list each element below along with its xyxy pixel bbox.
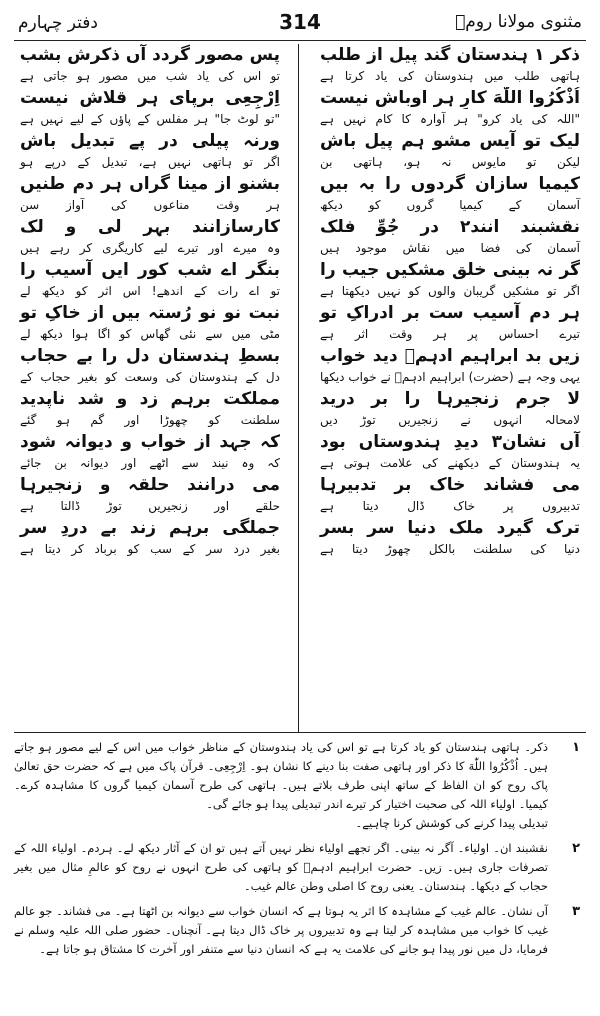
- translation-line: تدبیروں پر خاک ڈال دیتا ہے: [320, 499, 580, 513]
- verse-line: زیں بد ابراہیم ادہمؒ دید خواب: [320, 346, 580, 366]
- verse-line: ترک گیرد ملک دنیا سر بسر: [320, 518, 580, 538]
- translation-line: "اللہ کی یاد کرو" ہر آوارہ کا کام نہیں ہے: [320, 112, 580, 126]
- page-number: 314: [279, 10, 321, 34]
- verse-line: ذکر ۱ ہندستان گند پیل از طلب: [320, 45, 580, 65]
- verse-line: نقشبند انند۲ در جُوِّ فلک: [320, 217, 580, 237]
- footnote-tail: تبدیلی پیدا کرنے کی کوشش کرنا چاہیے۔: [355, 816, 548, 830]
- footnotes: [14, 738, 586, 965]
- translation-line: آسمان کی فضا میں نقاش موجود ہیں: [320, 241, 580, 255]
- verse-line: کیمیا سازان گردوں را بہ بیں: [320, 174, 580, 194]
- translation-line: تو اس کی یاد شب میں مصور ہو جاتی ہے: [20, 69, 280, 83]
- translation-line: اگر تو ہاتھی نہیں ہے، تبدیل کے درپے ہو: [20, 155, 280, 169]
- translation-line: لامحالہ انہوں نے زنجیریں توڑ دیں: [320, 413, 580, 427]
- right-column: [314, 44, 586, 732]
- translation-line: دل کے ہندوستان کی وسعت کو بغیر حجاب کے: [20, 370, 280, 384]
- translation-line: ہاتھی طلب میں ہندوستان کی یاد کرتا ہے: [320, 69, 580, 83]
- translation-line: یہ ہندوستان کے دیکھنے کی علامت ہوتی ہے: [320, 456, 580, 470]
- verse-line: بنگر اے شب کور ایں آسیب را: [20, 260, 280, 280]
- translation-line: یہی وجہ ہے (حضرت) ابراہیم ادہمؒ نے خواب دیکھا: [320, 370, 580, 384]
- translation-line: ہر وقت مناعوں کی آواز سن: [20, 198, 280, 212]
- verse-line: می فشاند خاک بر تدبیرہا: [320, 475, 580, 495]
- verse-line: می درانند حلقہ و زنجیرہا: [20, 475, 280, 495]
- translation-line: تو اے رات کے اندھے! اس اثر کو دیکھ لے: [20, 284, 280, 298]
- verse-line: بشنو از مینا گراں ہر دم طنیں: [20, 174, 280, 194]
- verse-line: مملکت برہم زد و شد ناپدید: [20, 389, 280, 409]
- verse-frame: [14, 44, 586, 733]
- translation-line: وہ میرے اور تیرے لیے کاریگری کر رہے ہیں: [20, 241, 280, 255]
- verse-line: کارسازانند بہر لی و لک: [20, 217, 280, 237]
- footnote: [14, 839, 586, 896]
- verse-line: گر نہ بینی خلق مشکیں جیب را: [320, 260, 580, 280]
- verse-line: اُذْكُرُوا اللّٰهَ کارِ ہر اوباش نیست: [320, 88, 580, 108]
- footnote-text: نقشبند ان۔ اولیاء۔ آگر نہ بینی۔ اگر تجھے اولیاء نظر نہیں آتے ہیں تو ان کے آثار دیکھ لے۔ ہردم۔ اولیاء اللہ کے تصرفات جاری ہیں۔ زیں۔ حضرت ابراہیم ادہمؒ کو ہاتھی کی طرح انہوں نے روح کو عالمِ مثال میں بغیر حجاب کے دیکھا۔ ہندستان۔ یعنی روح کا اصلی وطن عالم غیب۔: [14, 841, 548, 893]
- volume-title: دفتر چہارم: [18, 13, 98, 33]
- translation-line: لیکن تو مایوس نہ ہو، ہاتھی بن: [320, 155, 580, 169]
- translation-line: آسمان کے کیمیا گروں کو دیکھ: [320, 198, 580, 212]
- verse-line: ورنہ پیلی در پے تبدیل باش: [20, 131, 280, 151]
- translation-line: سلطنت کو چھوڑا اور گم ہو گئے: [20, 413, 280, 427]
- translation-line: تیرے احساس پر ہر وقت اثر ہے: [320, 327, 580, 341]
- translation-line: حلقے اور زنجیریں توڑ ڈالتا ہے: [20, 499, 280, 513]
- verse-line: ہر دم آسیب ست بر ادراکِ تو: [320, 303, 580, 323]
- verse-line: لیک تو آیس مشو ہم پیل باش: [320, 131, 580, 151]
- translation-line: دنیا کی سلطنت بالکل چھوڑ دیتا ہے: [320, 542, 580, 556]
- footnote-number: ۱: [572, 740, 580, 755]
- column-divider: [298, 44, 299, 732]
- left-column: [14, 44, 286, 732]
- verse-line: پس مصور گردد آں ذکرش بشب: [19, 45, 280, 65]
- verse-line: لا جرم زنجیرہا را بر درید: [320, 389, 580, 409]
- translation-line: بغیر درد سر کے سب کو برباد کر دیتا ہے: [20, 542, 280, 556]
- translation-line: مٹی میں سے نئی گھاس کو اگا ہوا دیکھ لے: [20, 327, 280, 341]
- translation-line: اگر تو مشکیں گریبان والوں کو نہیں دیکھتا ہے: [320, 284, 580, 298]
- verse-line: جملگی برہم زند بے دردِ سر: [20, 518, 280, 538]
- footnote: [14, 902, 586, 959]
- verse-line: نبت نو نو رُستہ بیں از خاکِ تو: [20, 303, 280, 323]
- verse-line: اِرْجِعِی برپای ہر قلاش نیست: [20, 88, 280, 108]
- verse-line: آں نشان۳ دیدِ ہندوستاں بود: [320, 432, 580, 452]
- verse-line: بسطِ ہندستان دل را بے حجاب: [20, 346, 280, 366]
- book-title: مثنوی مولانا رومؒ: [455, 12, 582, 32]
- translation-line: کہ وہ نیند سے اٹھے اور دیوانہ بن جائے: [20, 456, 280, 470]
- translation-line: "تو لوٹ جا" ہر مفلس کے پاؤں کے لیے نہیں ہے: [20, 112, 280, 126]
- footnote-text: آں نشان۔ عالم غیب کے مشاہدہ کا اثر یہ ہوتا ہے کہ انسان خواب سے دیوانہ بن اٹھتا ہے۔ می فشاند۔ جو عالم غیب کا خواب میں مشاہدہ کر لیتا ہے وہ تدبیروں پر خاک ڈال دیتا ہے۔ آنچناں۔ حضور صلی اللہ علیہ وسلم نے فرمایا، دل میں نور پیدا ہو جانے کی علامت یہ ہے کہ انسان دنیا سے متنفر اور آخرت کا مشتاق ہو جاتا ہے۔: [14, 904, 548, 956]
- footnote-text: ذکر۔ ہاتھی ہندستان کو یاد کرتا ہے تو اس کی یاد ہندوستان کے مناظر خواب میں اس کے لیے مصور ہو جاتے ہیں۔ اُذْكُرُوا اللّٰهَ کا ذکر اور ہاتھی صفت بنا دینے کا نشان ہو۔ اِرْجِعِی۔ قرآن پاک میں ہے کہ حضرت حق تعالیٰ پاک روح کو ان الفاظ کے ساتھ اپنی طرف بلاتے ہیں۔ ہاتھی کی طرح آسمان کیمیا گروں کا مشاہدہ کرے۔ کیمیا۔ اولیاء اللہ کی صحبت اختیار کر تیرے اندر تبدیلی پیدا ہو جائے گی۔: [14, 740, 548, 811]
- page-header: [14, 10, 586, 40]
- footnote-number: ۳: [572, 904, 580, 919]
- header-rule: [14, 40, 586, 41]
- verse-line: کہ جہد از خواب و دیوانہ شود: [20, 432, 280, 452]
- footnote: [14, 738, 586, 833]
- footnote-number: ۲: [572, 841, 580, 856]
